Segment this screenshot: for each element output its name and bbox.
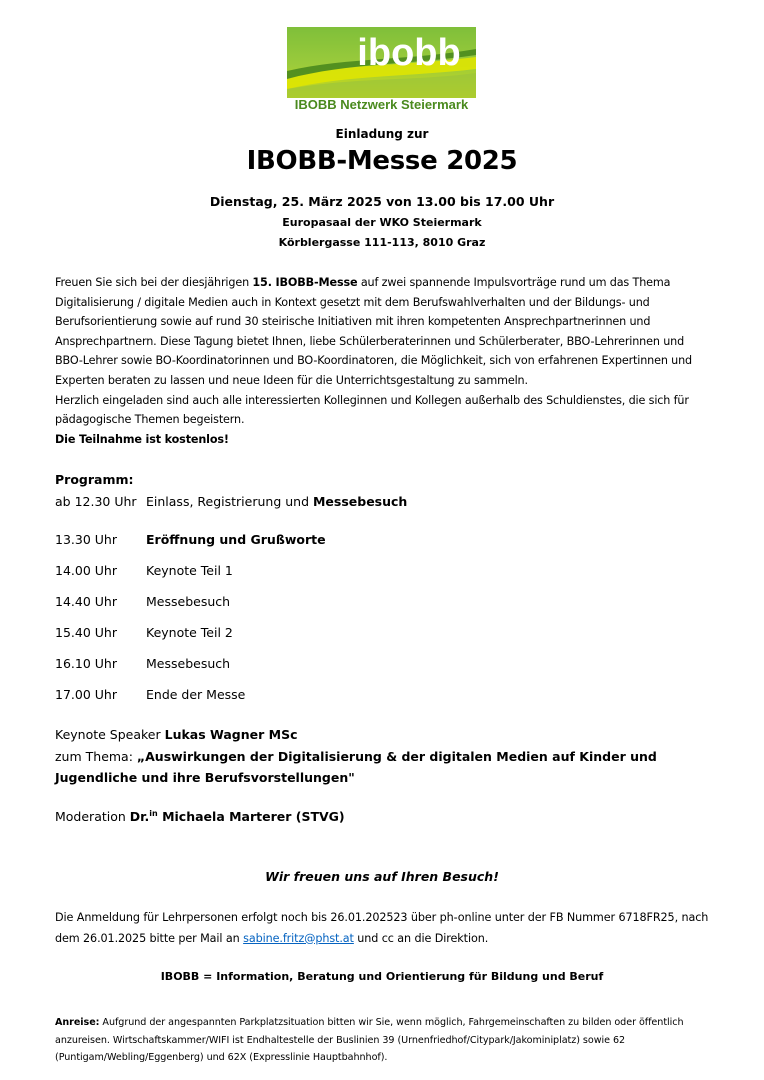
program-item: [55, 625, 233, 640]
topic-label: zum Thema:: [55, 748, 137, 764]
intro-part2: auf zwei spannende Impulsvorträge rund um das Thema Digitalisierung / digitale Medien auch in Kontext gesetzt mit dem Berufswahlverhalten und der Bildungs- und Berufsorientierung sowie auf rund 30 steirische Initiativen mit ihren kompetenten Ansprechpartnerinnen und Ansprechpartnern. Diese Tagung bietet Ihnen, liebe Schülerberaterinnen und Schülerberater, BBO-Lehrerinnen und BBO-Lehrer sowie BO-Koordinatorinnen und BO-Koordinatoren, die Möglichkeit, sich von erfahrenen Expertinnen und Experten beraten zu lassen und neue Ideen für die Unterrichtsgestaltung zu sammeln.: [55, 276, 693, 387]
intro-text: [55, 273, 710, 449]
program-desc-plain: Keynote Teil 1: [146, 563, 233, 578]
program-time: 15.40 Uhr: [55, 625, 117, 640]
travel-text: Aufgrund der angespannten Parkplatzsituation bitten wir Sie, wenn möglich, Fahrgemeinschaften zu bilden oder öffentlich anzureisen. Wirtschaftskammer/WIFI ist Endhaltestelle der Buslinien 39 (Urnenfriedhof/Citypark/Jakominiplatz) sowie 62 (Puntigam/Webling/Eggenberg) und 62X (Expresslinie Hauptbahnhof).: [55, 1017, 684, 1063]
logo-caption: IBOBB Netzwerk Steiermark: [294, 97, 469, 112]
travel-paragraph: [55, 1014, 715, 1067]
speaker-label: Keynote Speaker: [55, 727, 165, 742]
moderator-title-sup: in: [149, 809, 158, 818]
page-title: IBOBB-Messe 2025: [246, 146, 518, 176]
program-desc: [146, 563, 233, 578]
closing-line: Wir freuen uns auf Ihren Besuch!: [265, 869, 499, 884]
intro-part1: Freuen Sie sich bei der diesjährigen: [55, 276, 253, 289]
program-desc-bold: Eröffnung und Grußworte: [146, 532, 326, 547]
intro-free: [55, 430, 710, 450]
program-desc-bold: Messebesuch: [312, 494, 408, 509]
moderation: [55, 809, 345, 824]
event-date: Dienstag, 25. März 2025 von 13.00 bis 17.00 Uhr: [209, 194, 555, 209]
ibobb-logo: [287, 27, 476, 98]
speaker-topic-line: [55, 746, 735, 789]
event-address: Körblergasse 111-113, 8010 Graz: [278, 236, 486, 249]
logo-graphic: [287, 27, 476, 98]
program-heading: Programm:: [55, 472, 134, 487]
registration-text-2: und cc an die Direktion.: [353, 931, 489, 945]
program-time: 14.00 Uhr: [55, 563, 117, 578]
email-link[interactable]: sabine.fritz@phst.at: [243, 931, 354, 945]
registration-paragraph: [55, 908, 715, 949]
program-desc-plain: Ende der Messe: [146, 687, 246, 702]
program-item: [55, 656, 230, 671]
moderator-name: Michaela Marterer (STVG): [157, 809, 345, 824]
program-time: 13.30 Uhr: [55, 532, 117, 547]
program-desc-plain: Keynote Teil 2: [146, 625, 233, 640]
program-desc: [146, 625, 233, 640]
program-item: [55, 563, 233, 578]
logo-wordmark: ibobb: [357, 32, 461, 74]
program-item: [55, 494, 407, 509]
program-desc: [146, 494, 407, 509]
moderator-title: Dr.: [129, 809, 150, 824]
intro-paragraph: [55, 273, 710, 391]
program-desc: [146, 687, 245, 702]
program-time: ab 12.30 Uhr: [55, 494, 137, 509]
event-venue: Europasaal der WKO Steiermark: [282, 216, 482, 229]
ibobb-definition: IBOBB = Information, Beratung und Orientierung für Bildung und Beruf: [160, 970, 604, 983]
moderation-label: Moderation: [55, 809, 130, 824]
travel-info: [55, 1014, 715, 1067]
program-desc: [146, 594, 230, 609]
travel-label: Anreise:: [55, 1017, 100, 1028]
intro-highlight: 15. IBOBB-Messe: [252, 276, 358, 289]
registration-text-1: Die Anmeldung für Lehrpersonen erfolgt noch bis 26.01.202523 über ph-online unter der FB Nummer 6718FR25, nach dem 26.01.2025 bitte per Mail an: [55, 911, 709, 945]
program-desc: [146, 532, 326, 547]
program-item: [55, 532, 326, 547]
speaker-topic: „Auswirkungen der Digitalisierung & der digitalen Medien auf Kinder und Jugendliche und ihre Berufsvorstellungen": [55, 748, 657, 785]
keynote-speaker: [55, 724, 735, 789]
speaker-name: Lukas Wagner MSc: [164, 727, 298, 742]
free-notice: Die Teilnahme ist kostenlos!: [55, 432, 229, 446]
program-desc-plain: Messebesuch: [146, 656, 231, 671]
intro-colleagues: Herzlich eingeladen sind auch alle interessierten Kolleginnen und Kollegen außerhalb des Schuldienstes, die sich für pädagogische Themen begeistern.: [55, 393, 689, 427]
program-item: [55, 594, 230, 609]
program-time: 16.10 Uhr: [55, 656, 117, 671]
program-time: 17.00 Uhr: [55, 687, 117, 702]
program-desc-plain: Messebesuch: [146, 594, 231, 609]
program-time: 14.40 Uhr: [55, 594, 117, 609]
registration-info: [55, 908, 715, 949]
speaker-line: [55, 724, 735, 746]
program-item: [55, 687, 245, 702]
invitation-line: Einladung zur: [335, 127, 429, 141]
program-desc: [146, 656, 230, 671]
program-desc-plain: Einlass, Registrierung und: [146, 494, 313, 509]
